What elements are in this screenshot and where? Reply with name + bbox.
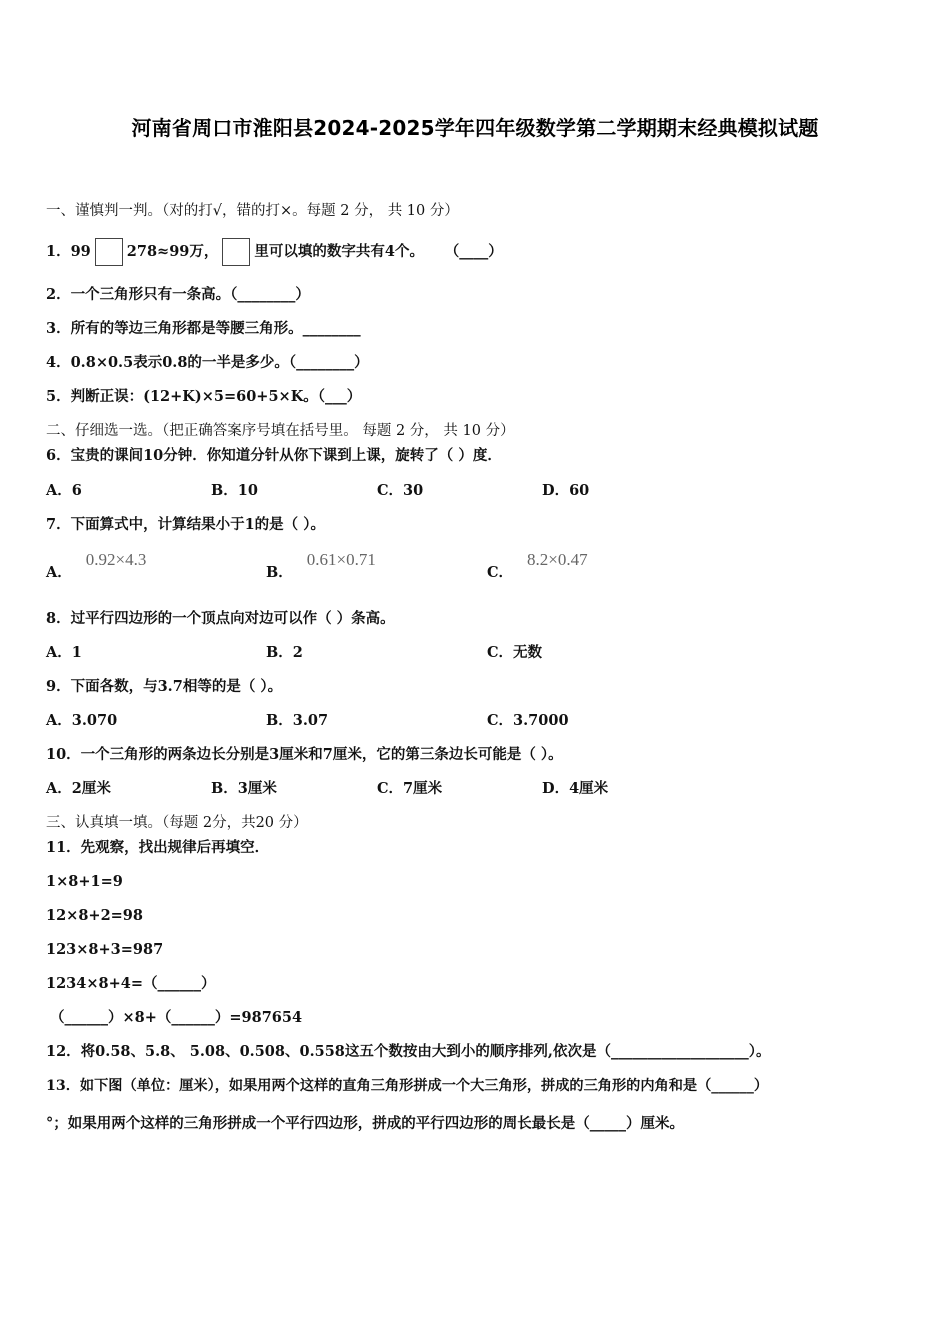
q7-option-a-label: A． xyxy=(46,564,72,581)
q7-option-b xyxy=(266,550,376,583)
question-12: 12．将0.58、5.8、 5.08、0.508、0.558这五个数按由大到小的顺序排列,依次是（___________________）。 xyxy=(46,1043,771,1060)
question-8: 8．过平行四边形的一个顶点向对边可以作（ ）条高。 xyxy=(46,610,395,627)
q8-option-b: B．2 xyxy=(266,644,303,661)
q6-option-c: C．30 xyxy=(377,482,424,499)
section1-heading: 一、谨慎判一判。（对的打√，错的打×。每题 2 分， 共 10 分） xyxy=(46,203,459,219)
q8-option-c: C．无数 xyxy=(487,644,543,661)
q10-option-c: C．7厘米 xyxy=(377,780,443,797)
q9-option-a: A．3.070 xyxy=(46,712,118,729)
question-13-line-1: 13．如下图（单位：厘米），如果用两个这样的直角三角形拼成一个大三角形，拼成的三角形的内角和是（______） xyxy=(46,1078,769,1094)
q11-line-2: 12×8+2=98 xyxy=(46,907,143,924)
q10-option-d: D．4厘米 xyxy=(542,780,609,797)
question-2: 2．一个三角形只有一条高。（________） xyxy=(46,286,310,303)
q7-option-a-expr: 0.92×4.3 xyxy=(85,550,147,569)
q7-option-c-label: C． xyxy=(487,564,514,581)
question-5: 5．判断正误：(12+K)×5=60+5×K。（___） xyxy=(46,388,362,405)
q9-option-c: C．3.7000 xyxy=(487,712,569,729)
q7-option-a xyxy=(46,550,147,583)
question-4: 4．0.8×0.5表示0.8的一半是多少。（________） xyxy=(46,354,369,371)
q1-blank: （____） xyxy=(451,243,503,260)
q7-option-c xyxy=(487,550,588,583)
q11-line-4: 1234×8+4=（______） xyxy=(46,975,216,992)
section2-heading: 二、仔细选一选。（把正确答案序号填在括号里。 每题 2 分， 共 10 分） xyxy=(46,423,515,439)
q1-box-1 xyxy=(95,238,123,266)
q1-part-b: 278≈99万， xyxy=(126,243,219,260)
q6-option-b: B．10 xyxy=(211,482,258,499)
q11-line-1: 1×8+1=9 xyxy=(46,873,123,890)
question-1 xyxy=(46,238,503,266)
q11-line-5: （______）×8+（______）=987654 xyxy=(50,1009,303,1026)
question-13-line-2: °；如果用两个这样的三角形拼成一个平行四边形，拼成的平行四边形的周长最长是（_____）厘米。 xyxy=(46,1115,684,1132)
q9-option-b: B．3.07 xyxy=(266,712,329,729)
question-11: 11．先观察，找出规律后再填空． xyxy=(46,839,270,856)
question-9: 9．下面各数，与3.7相等的是（ ）。 xyxy=(46,678,283,695)
question-3: 3．所有的等边三角形都是等腰三角形。________ xyxy=(46,320,361,337)
question-10: 10．一个三角形的两条边长分别是3厘米和7厘米，它的第三条边长可能是（ ）。 xyxy=(46,746,563,763)
question-6: 6．宝贵的课间10分钟．你知道分针从你下课到上课，旋转了（ ）度． xyxy=(46,447,502,464)
q1-part-c: 里可以填的数字共有4个。 xyxy=(254,243,424,260)
q11-line-3: 123×8+3=987 xyxy=(46,941,164,958)
q10-option-a: A．2厘米 xyxy=(46,780,111,797)
q7-option-b-label: B． xyxy=(266,564,293,581)
q10-option-b: B．3厘米 xyxy=(211,780,277,797)
q1-part-a: 99 xyxy=(70,243,91,260)
q6-option-a: A．6 xyxy=(46,482,82,499)
q1-box-2 xyxy=(222,238,250,266)
q8-option-a: A．1 xyxy=(46,644,82,661)
section3-heading: 三、认真填一填。（每题 2分，共20 分） xyxy=(46,815,308,831)
q7-option-c-expr: 8.2×0.47 xyxy=(527,550,588,569)
q1-number: 1． xyxy=(46,243,71,260)
q6-option-d: D．60 xyxy=(542,482,590,499)
exam-title: 河南省周口市淮阳县2024-2025学年四年级数学第二学期期末经典模拟试题 xyxy=(131,116,819,140)
question-7: 7．下面算式中，计算结果小于1的是（ ）。 xyxy=(46,516,325,533)
q7-option-b-expr: 0.61×0.71 xyxy=(306,550,376,569)
